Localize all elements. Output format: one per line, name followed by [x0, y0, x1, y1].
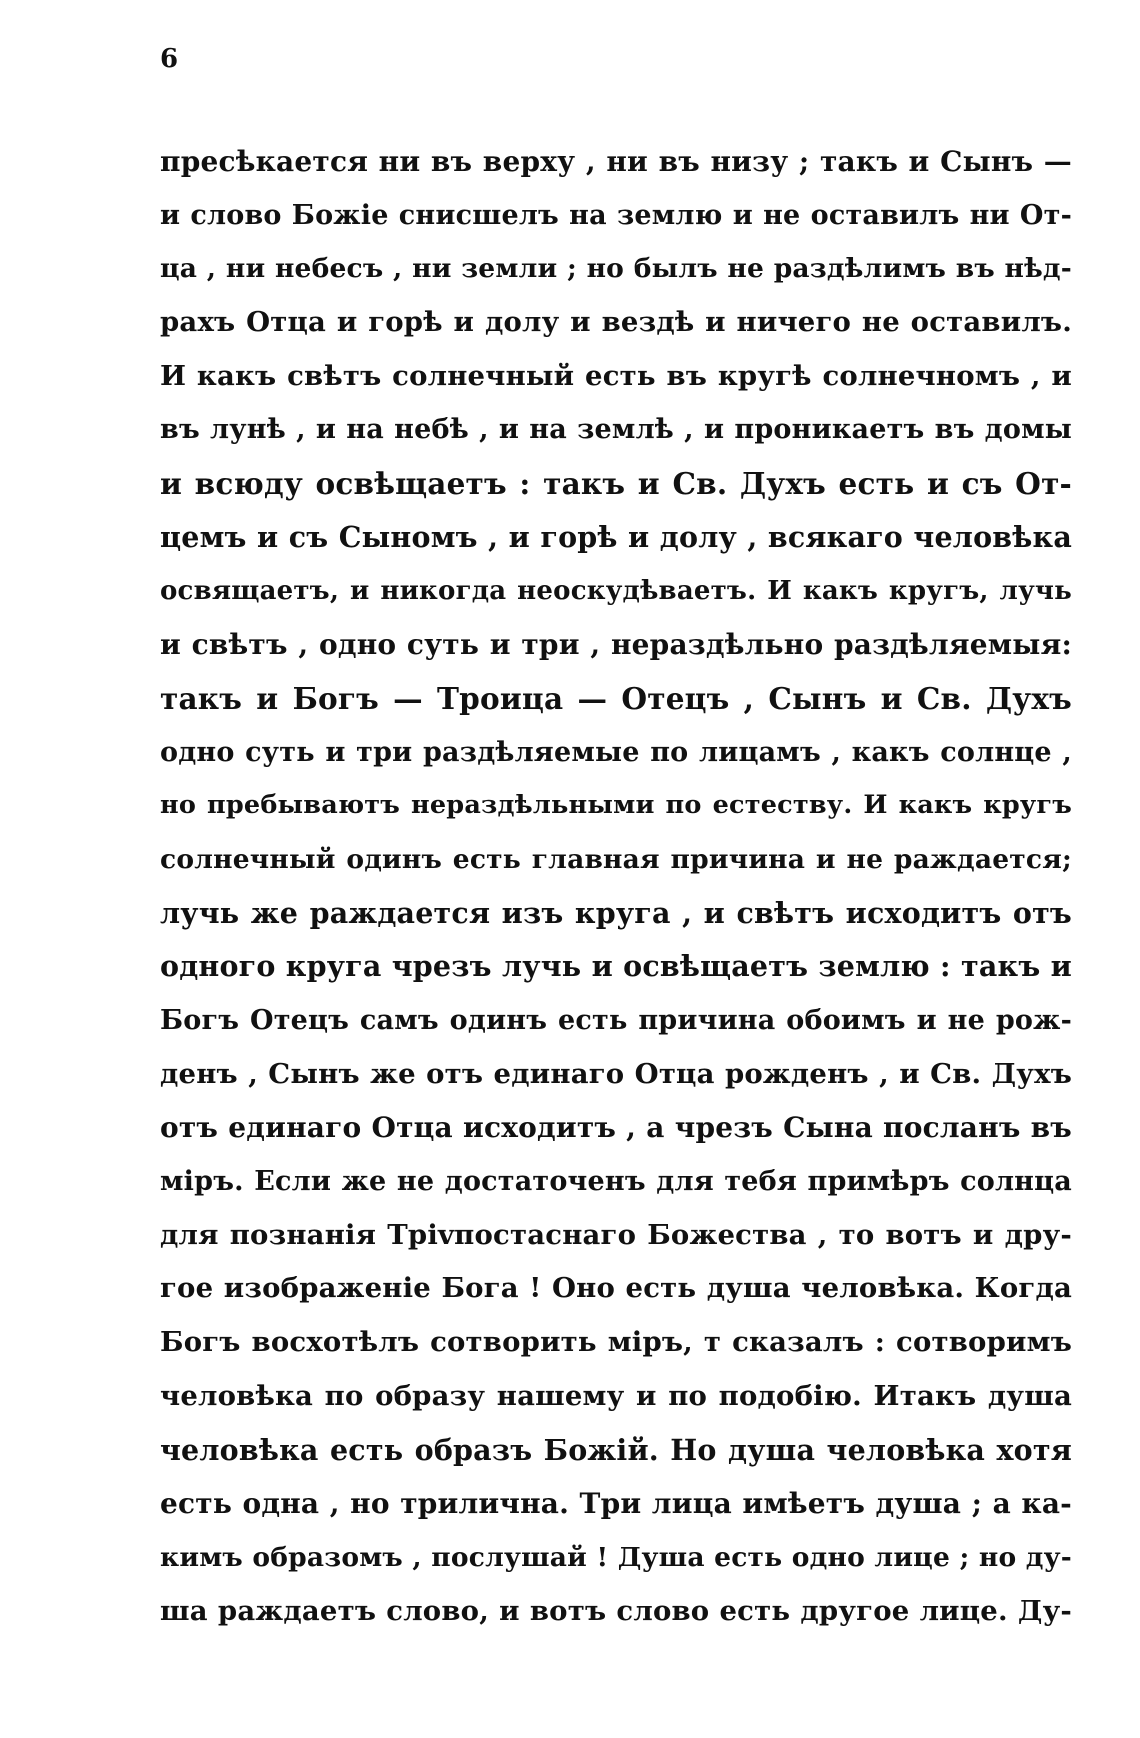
text-line: человѣка по образу нашему и по подобію. Итакъ душа	[160, 1379, 1072, 1412]
text-line: пресѣкается ни въ верху , ни въ низу ; такъ и Сынъ —	[160, 145, 1072, 178]
text-line: денъ , Сынъ же отъ единаго Отца рожденъ , и Св. Духъ	[160, 1057, 1072, 1090]
text-line: и всюду освѣщаетъ : такъ и Св. Духъ есть и съ От-	[160, 466, 1072, 502]
text-line: лучь же раждается изъ круга , и свѣтъ исходитъ отъ	[160, 895, 1072, 930]
text-line: въ лунѣ , и на небѣ , и на землѣ , и проникаетъ въ домы	[160, 414, 1072, 446]
text-line: такъ и Богъ — Троица — Отецъ , Сынъ и Св. Духъ	[160, 680, 1072, 716]
text-line: цемъ и съ Сыномъ , и горѣ и долу , всякаго человѣка	[160, 519, 1072, 554]
text-line: ца , ни небесъ , ни земли ; но былъ не раздѣлимъ въ нѣд-	[160, 253, 1072, 285]
text-line: освящаетъ, и никогда неоскудѣваетъ. И какъ кругъ, лучь	[160, 575, 1072, 606]
text-line: Богъ восхотѣлъ сотворить міръ, т сказалъ : сотворимъ	[160, 1326, 1072, 1359]
text-line: и слово Божіе снисшелъ на землю и не оставилъ ни От-	[160, 199, 1072, 231]
text-line: есть одна , но трилична. Три лица имѣетъ душа ; а ка-	[160, 1487, 1072, 1521]
text-line: отъ единаго Отца исходитъ , а чрезъ Сына посланъ въ	[160, 1111, 1072, 1145]
text-line: И какъ свѣтъ солнечный есть въ кругѣ солнечномъ , и	[160, 359, 1072, 392]
text-line: гое изображеніе Бога ! Оно есть душа человѣка. Когда	[160, 1272, 1072, 1305]
body-text	[160, 135, 1072, 1638]
text-line: для познанія Тріvпостаснаго Божества , то вотъ и дру-	[160, 1218, 1072, 1251]
text-line: но пребываютъ нераздѣльными по естеству. И какъ кругъ	[160, 790, 1072, 821]
text-line: одно суть и три раздѣляемые по лицамъ , какъ солнце ,	[160, 736, 1072, 768]
text-line: человѣка есть образъ Божій. Но душа человѣка хотя	[160, 1432, 1072, 1467]
page-number: 6	[160, 44, 179, 74]
text-line: кимъ образомъ , послушай ! Душа есть одно лице ; но ду-	[160, 1541, 1072, 1573]
text-line: ша раждаетъ слово, и вотъ слово есть другое лице. Ду-	[160, 1594, 1072, 1627]
text-line: рахъ Отца и горѣ и долу и вездѣ и ничего не оставилъ.	[160, 306, 1072, 339]
text-line: одного круга чрезъ лучь и освѣщаетъ землю : такъ и	[160, 949, 1072, 984]
text-line: солнечный одинъ есть главная причина и не раждается;	[160, 843, 1072, 875]
text-line: міръ. Если же не достаточенъ для тебя примѣръ солнца	[160, 1166, 1072, 1198]
text-line: и свѣтъ , одно суть и три , нераздѣльно раздѣляемыя:	[160, 628, 1072, 662]
text-line: Богъ Отецъ самъ одинъ есть причина обоимъ и не рож-	[160, 1005, 1072, 1036]
